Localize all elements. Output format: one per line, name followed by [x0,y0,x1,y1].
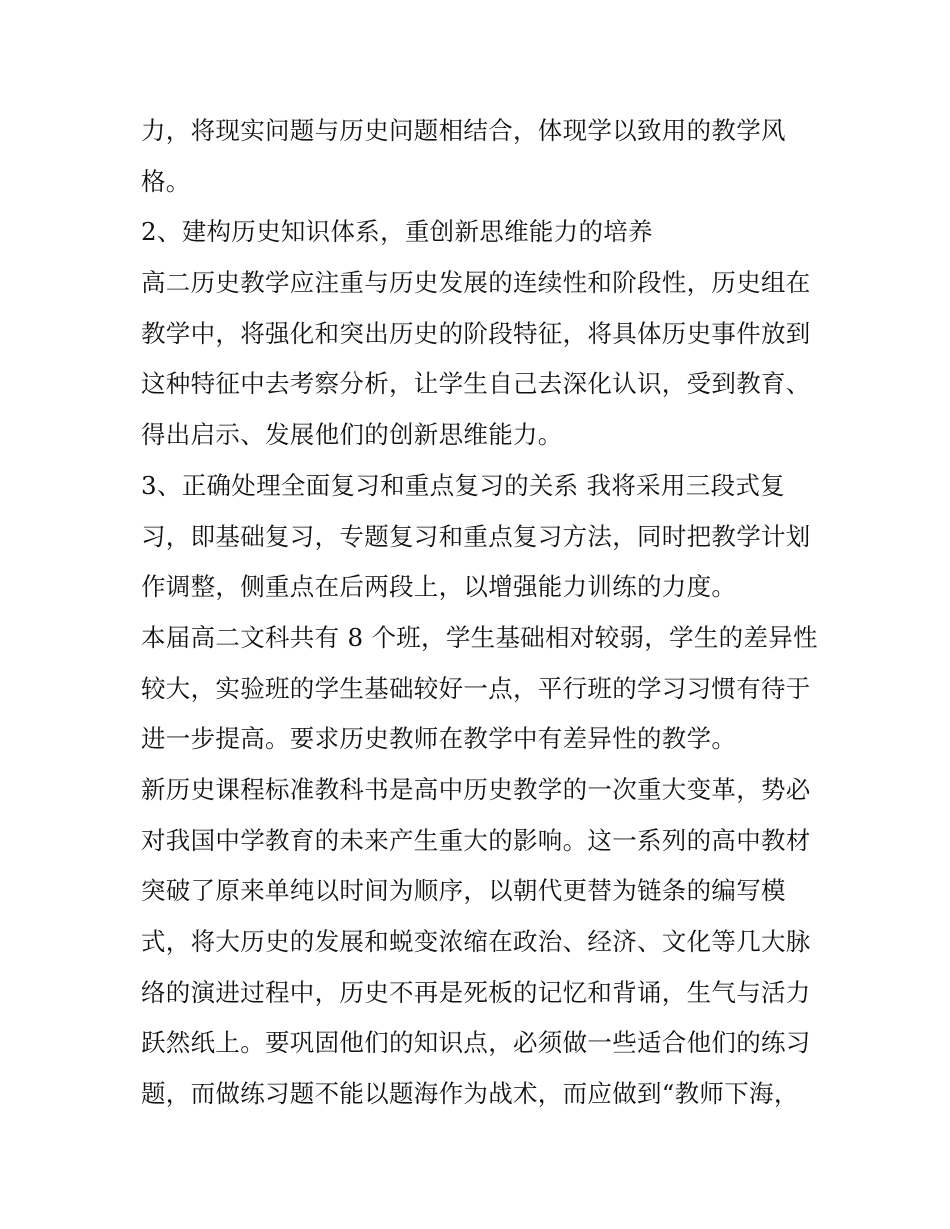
text-line: 络的演进过程中，历史不再是死板的记忆和背诵，生气与活力 [141,977,811,1007]
text-line: 作调整，侧重点在后两段上，以增强能力训练的力度。 [141,572,737,602]
text-line: 跃然纸上。要巩固他们的知识点，必须做一些适合他们的练习 [141,1028,811,1058]
section-heading-2: 2、建构历史知识体系，重创新思维能力的培养 [141,217,653,247]
text-line: 题，而做练习题不能以题海作为战术，而应做到“教师下海， [141,1079,799,1109]
text-line: 本届高二文科共有 8 个班，学生基础相对较弱，学生的差异性 [141,622,818,652]
text-line: 突破了原来单纯以时间为顺序，以朝代更替为链条的编写模 [141,876,786,906]
text-line: 习，即基础复习，专题复习和重点复习方法，同时把教学计划 [141,521,811,551]
text-line: 得出启示、发展他们的创新思维能力。 [141,420,563,450]
section-heading-3: 3、正确处理全面复习和重点复习的关系 我将采用三段式复 [141,470,785,500]
text-line: 力，将现实问题与历史问题相结合，体现学以致用的教学风 [141,116,786,145]
text-line: 式，将大历史的发展和蜕变浓缩在政治、经济、文化等几大脉 [141,927,811,956]
text-line: 进一步提高。要求历史教师在教学中有差异性的教学。 [141,724,737,754]
text-line: 格。 [141,166,191,196]
text-line: 这种特征中去考察分析，让学生自己去深化认识，受到教育、 [141,369,811,399]
text-line: 对我国中学教育的未来产生重大的影响。这一系列的高中教材 [141,825,811,855]
text-line: 高二历史教学应注重与历史发展的连续性和阶段性，历史组在 [141,268,811,298]
text-line: 新历史课程标准教科书是高中历史教学的一次重大变革，势必 [141,774,811,804]
document-body [141,106,821,1120]
text-line: 较大，实验班的学生基础较好一点，平行班的学习习惯有待于 [141,673,811,703]
text-line: 教学中，将强化和突出历史的阶段特征，将具体历史事件放到 [141,318,811,348]
